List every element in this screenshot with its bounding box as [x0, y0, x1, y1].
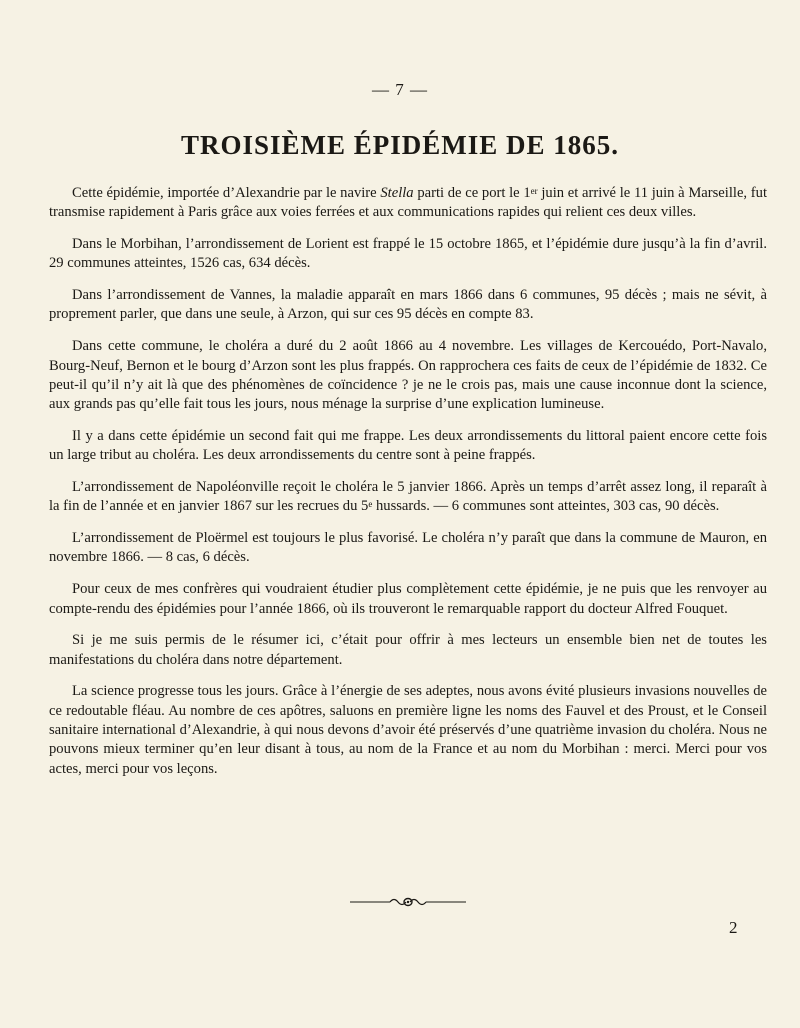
p6-superscript: e: [368, 499, 373, 510]
p1-superscript: er: [530, 186, 538, 196]
paragraph-2: Dans le Morbihan, l’arrondissement de Lorient est frappé le 15 octobre 1865, et l’épidémie dure jusqu’à la fin d’avril. 29 communes atteintes, 1526 cas, 634 décès.: [49, 236, 767, 272]
ornamental-rule-icon: [348, 895, 468, 909]
p1-text-start: Cette épidémie, importée d’Alexandrie par le navire: [72, 185, 381, 201]
paragraph-10: La science progresse tous les jours. Grâce à l’énergie de ses adeptes, nous avons évité plusieurs invasions nouvelles de ce redoutable fléau. Au nombre de ces apôtres, saluons en première ligne les noms des Fauvel et des Proust, et le Conseil sanitaire international d’Alexandrie, à qui nous devons d’avoir été préservés d’une quatrième invasion du choléra. Nous ne pouvons mieux terminer qu’en leur disant à tous, au nom de la France et au nom du Morbihan : merci. Merci pour vos actes, merci pour vos leçons.: [49, 683, 767, 777]
paragraph-7: L’arrondissement de Ploërmel est toujours le plus favorisé. Le choléra n’y paraît que dans la commune de Mauron, en novembre 1866. — 8 cas, 6 décès.: [49, 530, 767, 566]
paragraph-5: Il y a dans cette épidémie un second fait qui me frappe. Les deux arrondissements du littoral paient encore cette fois un large tribut au choléra. Les deux arrondissements du centre sont à peine frappés.: [49, 427, 767, 464]
page-number: — 7 —: [372, 80, 428, 99]
p1-text-middle: parti de ce port le 1: [413, 185, 531, 201]
p6-text-end: hussards. — 6 communes sont atteintes, 303 cas, 90 décès.: [372, 498, 720, 515]
chapter-title: TROISIÈME ÉPIDÉMIE DE 1865.: [180, 130, 620, 160]
paragraph-3: Dans l’arrondissement de Vannes, la maladie apparaît en mars 1866 dans 6 communes, 95 décès ; mais ne sévit, à proprement parler, que dans une seule, à Arzon, qui sur ces 95 décès en compte 83.: [49, 287, 767, 323]
p1-text-end: juin et arrivé le 11 juin à Marseille, fut transmise rapidement à Paris grâce aux voies ferrées et aux communications rapides qui relient ces deux villes.: [49, 185, 767, 221]
signature-mark: 2: [729, 918, 738, 937]
ship-name: Stella: [380, 185, 414, 201]
paragraph-1: [49, 184, 767, 223]
paragraph-9: Si je me suis permis de le résumer ici, c’était pour offrir à mes lecteurs un ensemble bien net de toutes les manifestations du choléra dans notre département.: [49, 632, 767, 668]
paragraph-4: Dans cette commune, le choléra a duré du 2 août 1866 au 4 novembre. Les villages de Kercouédo, Port-Navalo, Bourg-Neuf, Bernon et le bourg d’Arzon sont les plus frappés. On rapprochera ces faits de ceux de l’épidémie de 1832. Ce peut-il qu’il n’y ait là que des phénomènes de coïncidence ? je ne le crois pas, mais une cause inconnue dont la science, aux grands pas qu’elle fait tous les jours, nous ménage la surprise d’une explication lumineuse.: [49, 338, 767, 413]
p6-text-start: L’arrondissement de Napoléonville reçoit le choléra le 5 janvier 1866. Après un temps d’arrêt assez long, il reparaît à la fin de l’année et en janvier 1867 sur les recrues du 5: [49, 479, 767, 515]
body-text: [49, 184, 767, 791]
paragraph-6: [49, 478, 767, 517]
paragraph-8: Pour ceux de mes confrères qui voudraient étudier plus complètement cette épidémie, je ne puis que les renvoyer au compte-rendu des épidémies pour l’année 1866, où ils trouveront le remarquable rapport du docteur Alfred Fouquet.: [49, 581, 767, 617]
